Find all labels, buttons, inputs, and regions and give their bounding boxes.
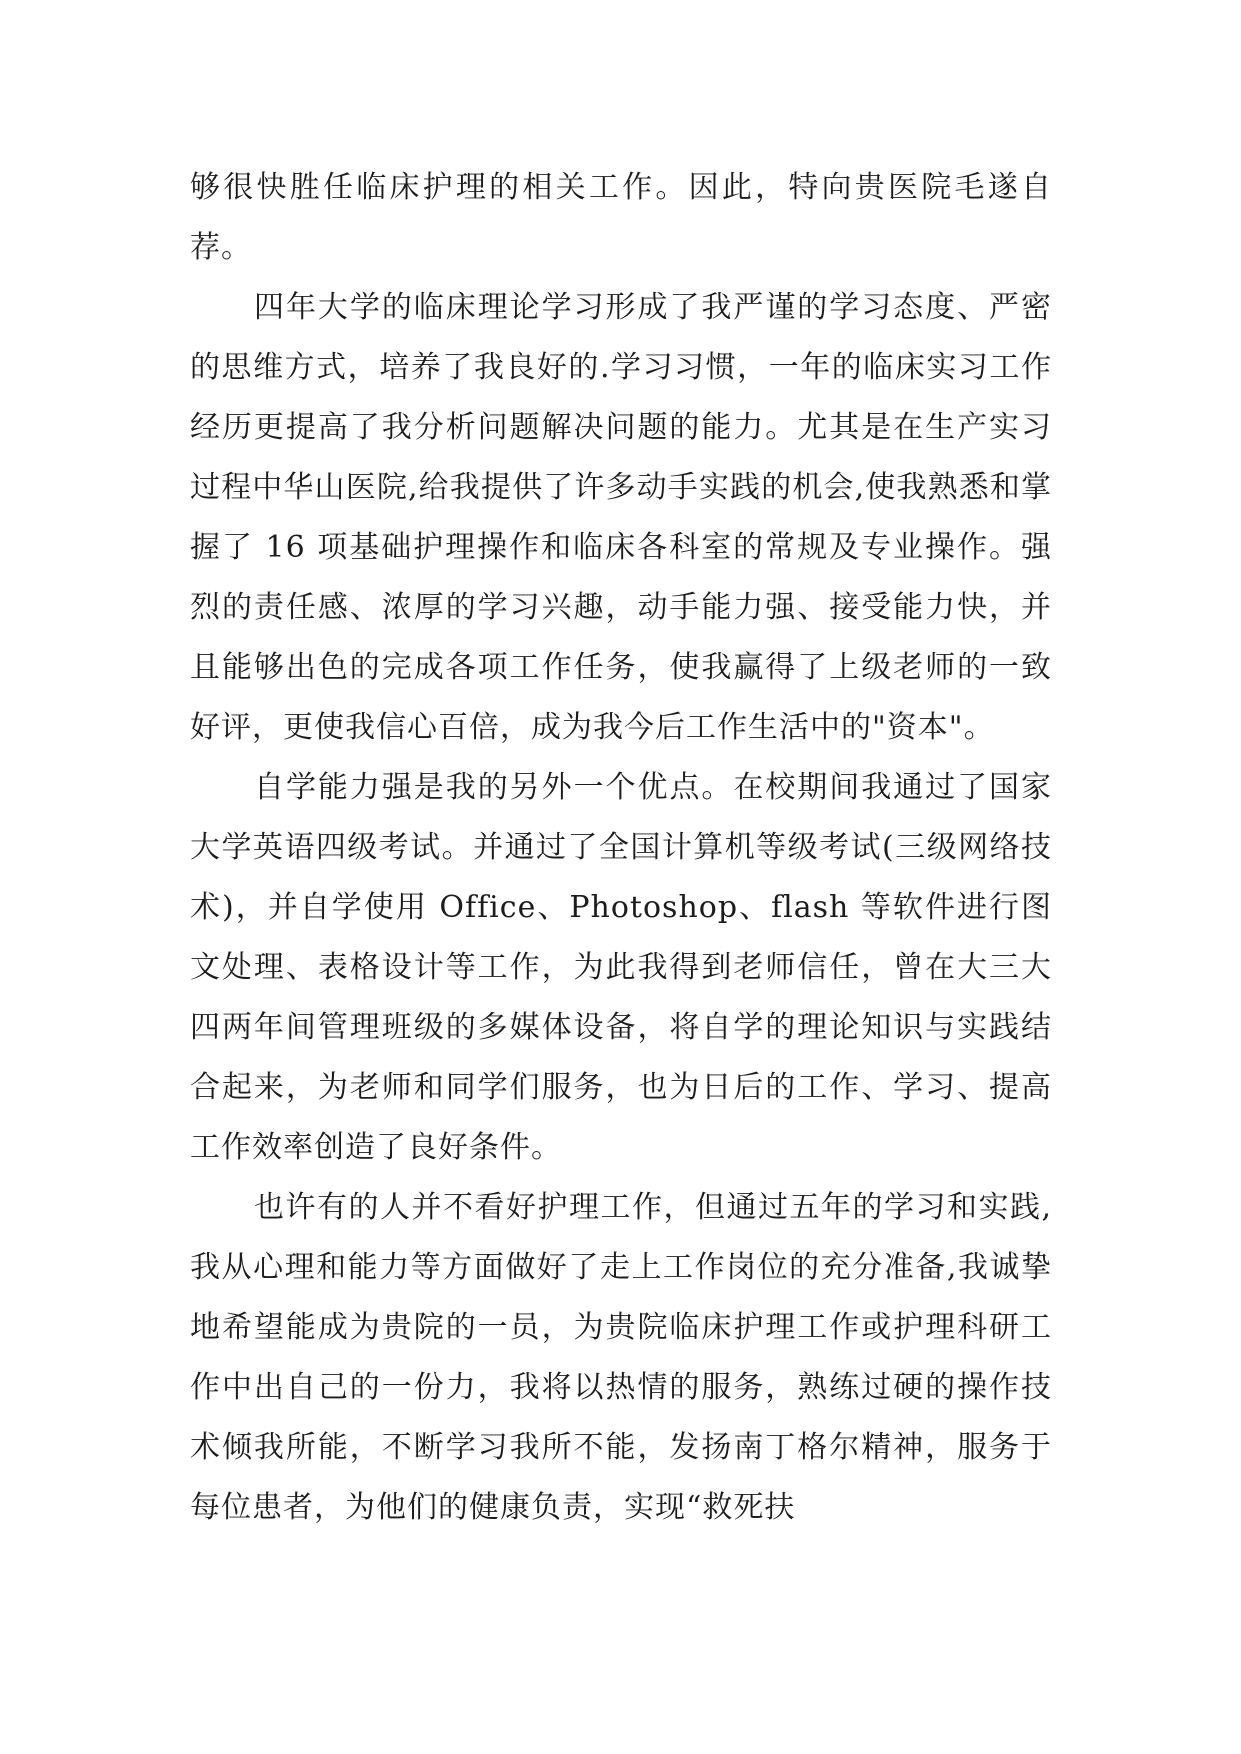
document-page (190, 158, 1052, 1538)
paragraph-clinical-study: 四年大学的临床理论学习形成了我严谨的学习态度、严密的思维方式，培养了我良好的.学习习惯，一年的临床实习工作经历更提高了我分析问题解决问题的能力。尤其是在生产实习过程中华山医院,给我提供了许多动手实践的机会,使我熟悉和掌握了 16 项基础护理操作和临床各科室的常规及专业操作。强烈的责任感、浓厚的学习兴趣，动手能力强、接受能力快，并且能够出色的完成各项工作任务，使我赢得了上级老师的一致好评，更使我信心百倍，成为我今后工作生活中的"资本"。 (190, 290, 1052, 745)
paragraph-self-learning: 自学能力强是我的另外一个优点。在校期间我通过了国家大学英语四级考试。并通过了全国计算机等级考试(三级网络技术)，并自学使用 Office、Photoshop、flash 等软件进行图文处理、表格设计等工作，为此我得到老师信任，曾在大三大四两年间管理班级的多媒体设备，将自学的理论知识与实践结合起来，为老师和同学们服务，也为日后的工作、学习、提高工作效率创造了良好条件。 (190, 770, 1052, 1165)
paragraph-nursing-aspiration: 也许有的人并不看好护理工作，但通过五年的学习和实践,我从心理和能力等方面做好了走上工作岗位的充分准备,我诚挚地希望能成为贵院的一员，为贵院临床护理工作或护理科研工作中出自己的一份力，我将以热情的服务，熟练过硬的操作技术倾我所能，不断学习我所不能，发扬南丁格尔精神，服务于每位患者，为他们的健康负责，实现“救死扶 (190, 1190, 1052, 1525)
paragraph-continuation: 够很快胜任临床护理的相关工作。因此，特向贵医院毛遂自荐。 (190, 170, 1052, 265)
